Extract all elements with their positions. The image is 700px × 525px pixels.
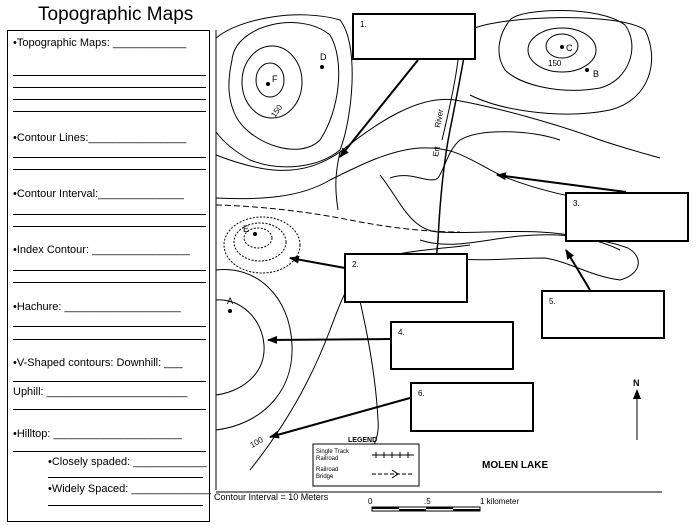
answer-line xyxy=(13,451,206,452)
box-number-2: 2. xyxy=(352,260,359,269)
answer-line xyxy=(13,75,206,76)
v-shaped-prompt: •V-Shaped contours: Downhill: ___ xyxy=(13,357,183,369)
answer-box-4[interactable] xyxy=(390,321,514,370)
box-number-5: 5. xyxy=(549,297,556,306)
contour-lines-prompt: •Contour Lines:________________ xyxy=(13,132,187,144)
point-b-label: B xyxy=(593,69,600,79)
legend xyxy=(313,437,419,486)
contour-line xyxy=(390,132,560,180)
contour-line xyxy=(336,152,340,210)
legend-single-track: Single Track xyxy=(316,449,350,455)
point-c-dot xyxy=(560,45,564,49)
contour-line xyxy=(256,63,284,97)
legend-bridge: Bridge xyxy=(316,474,334,480)
contour-interval-prompt: •Contour Interval:______________ xyxy=(13,188,184,200)
answer-line xyxy=(48,477,203,478)
closely-spaced-prompt: •Closely spaded: ____________ xyxy=(48,456,207,468)
page-title: Topographic Maps xyxy=(38,4,194,25)
answer-line xyxy=(13,214,206,215)
answer-box-2[interactable] xyxy=(344,253,468,303)
point-c-label: C xyxy=(566,43,573,53)
scale-one-km: 1 kilometer xyxy=(480,497,520,506)
contour-line xyxy=(216,300,264,395)
contour-line xyxy=(216,269,292,430)
answer-line xyxy=(13,226,206,227)
uphill-prompt: Uphill: _______________________ xyxy=(13,386,188,398)
scale-segment xyxy=(399,509,426,511)
answer-line xyxy=(13,87,206,88)
answer-box-6[interactable] xyxy=(410,382,534,432)
answer-line xyxy=(13,157,206,158)
arrow-3 xyxy=(497,175,626,192)
hilltop-prompt: •Hilltop: _____________________ xyxy=(13,428,183,440)
point-a-dot xyxy=(228,309,232,313)
arrow-6 xyxy=(270,398,410,437)
arrow-2 xyxy=(290,258,345,268)
worksheet-panel xyxy=(7,30,210,522)
legend-railroad-2: Railroad xyxy=(316,467,339,473)
contour-label-100: 100 xyxy=(248,435,265,450)
point-f-dot xyxy=(266,82,270,86)
scale-segment xyxy=(453,509,480,511)
index-contour-prompt: •Index Contour: ________________ xyxy=(13,244,190,256)
contour-label-150-right: 150 xyxy=(548,59,562,68)
legend-railroad: Railroad xyxy=(316,456,339,462)
answer-box-3[interactable] xyxy=(565,192,689,242)
point-e-dot xyxy=(253,232,257,236)
lake-label: MOLEN LAKE xyxy=(482,460,549,471)
answer-line xyxy=(13,339,206,340)
hachure-contour xyxy=(234,223,286,261)
hachure-contour xyxy=(224,217,300,273)
arrow-5 xyxy=(566,250,590,290)
point-b-dot xyxy=(585,68,589,72)
answer-line xyxy=(13,270,206,271)
answer-box-5[interactable] xyxy=(541,290,665,339)
box-number-4: 4. xyxy=(398,328,405,337)
hachure-prompt: •Hachure: ___________________ xyxy=(13,301,181,313)
answer-line xyxy=(13,169,206,170)
answer-box-1[interactable] xyxy=(352,13,476,60)
answer-line xyxy=(13,381,206,382)
point-e-label: E xyxy=(243,224,250,234)
river-label-river: River xyxy=(433,108,446,129)
box-number-3: 3. xyxy=(573,199,580,208)
arrow-4 xyxy=(268,339,390,340)
topographic-maps-prompt: •Topographic Maps: ____________ xyxy=(13,37,187,49)
point-a-label: A xyxy=(227,296,234,306)
answer-line xyxy=(13,111,206,112)
answer-line xyxy=(48,505,203,506)
answer-line xyxy=(13,326,206,327)
answer-line xyxy=(13,409,206,410)
box-number-1: 1. xyxy=(360,20,367,29)
answer-line xyxy=(13,282,206,283)
scale-half: .5 xyxy=(424,497,431,506)
river-label-ert: Ert xyxy=(431,145,442,158)
widely-spaced-prompt: •Widely Spaced: _____________ xyxy=(48,483,211,495)
north-label: N xyxy=(633,378,640,388)
point-d-label: D xyxy=(320,52,327,62)
contour-label-150-left: 150 xyxy=(269,103,285,120)
scale-segment xyxy=(372,507,399,509)
point-f-label: F xyxy=(272,74,278,84)
contour-line xyxy=(229,23,339,150)
box-number-6: 6. xyxy=(418,389,425,398)
scale-zero: 0 xyxy=(368,497,373,506)
point-d-dot xyxy=(320,65,324,69)
contour-line xyxy=(528,28,596,72)
contour-interval-label: Contour Interval = 10 Meters xyxy=(214,492,329,502)
scale-segment xyxy=(426,507,453,509)
scale-bar xyxy=(368,497,519,511)
answer-line xyxy=(13,99,206,100)
legend-title: LEGEND xyxy=(348,437,378,444)
